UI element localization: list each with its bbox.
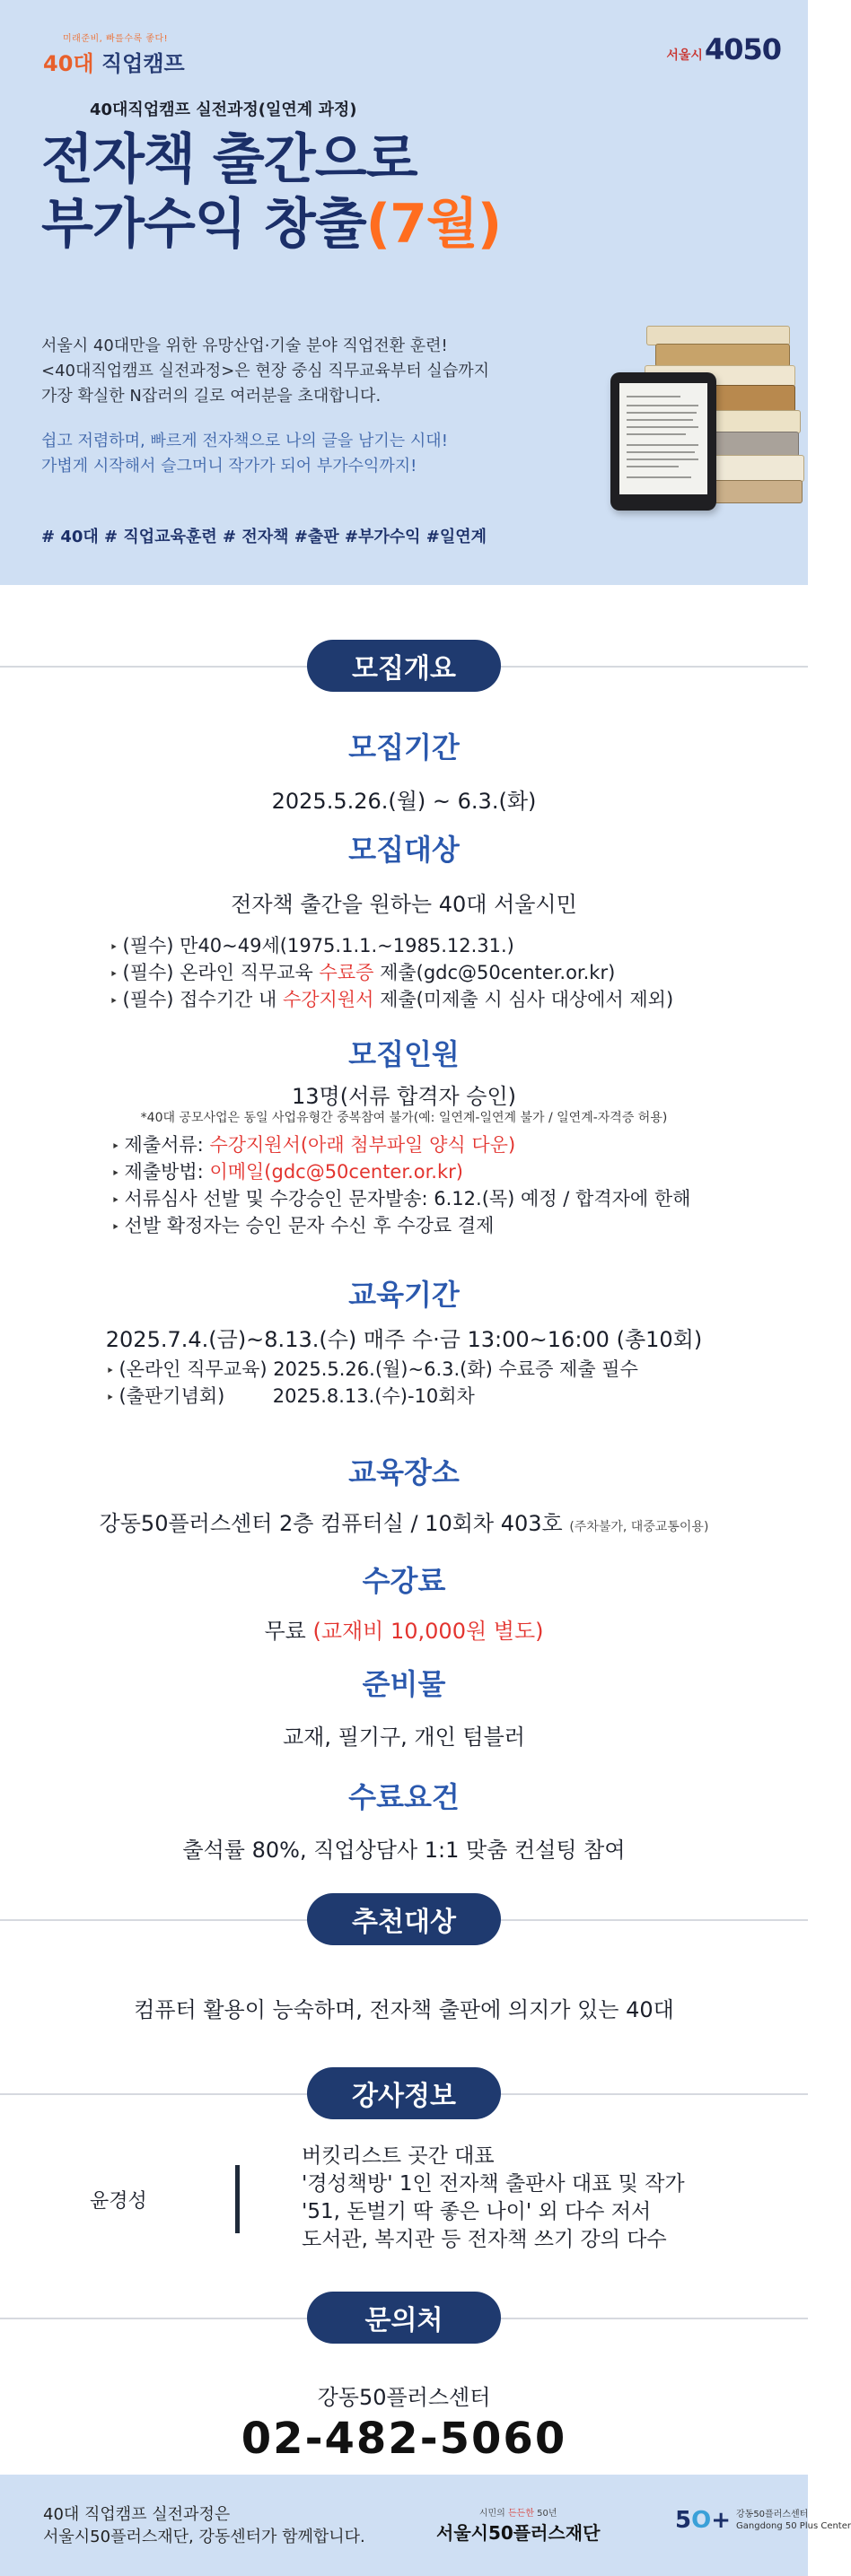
list-item: ‣ 제출서류: 수강지원서(아래 첨부파일 양식 다운) bbox=[111, 1132, 690, 1159]
hero-hashtags: # 40대 # 직업교육훈련 # 전자책 #출판 #부가수익 #일연계 bbox=[41, 528, 487, 546]
recruit-target-value: 전자책 출간을 원하는 40대 서울시민 bbox=[231, 892, 577, 917]
list-item: ‣ (필수) 만40~49세(1975.1.1.~1985.12.31.) bbox=[110, 933, 673, 960]
seoul-4050-logo: 서울시4050 bbox=[666, 32, 781, 66]
venue-value: 강동50플러스센터 2층 컴퓨터실 / 10회차 403호 (주차불가, 대중교통이용) bbox=[99, 1511, 709, 1536]
brand-logo bbox=[43, 31, 185, 77]
heading-venue: 교육장소 bbox=[348, 1455, 460, 1489]
contact-organization: 강동50플러스센터 bbox=[317, 2385, 491, 2410]
hero-kicker: 40대직업캠프 실전과정(일연계 과정) bbox=[90, 100, 357, 119]
list-item: ‣ 선발 확정자는 승인 문자 수신 후 수강료 결제 bbox=[111, 1213, 690, 1240]
heading-recruit-target: 모집대상 bbox=[348, 833, 460, 867]
section-pill-recruit-overview: 모집개요 bbox=[307, 640, 501, 692]
heading-recruit-period: 모집기간 bbox=[348, 730, 460, 764]
recruit-target-requirements bbox=[110, 933, 673, 1014]
list-item: ‣ 제출방법: 이메일(gdc@50center.or.kr) bbox=[111, 1159, 690, 1186]
recommended-value: 컴퓨터 활용이 능숙하며, 전자책 출판에 의지가 있는 40대 bbox=[134, 1997, 674, 2022]
hero-title: 전자책 출간으로 부가수익 창출(7월) bbox=[41, 128, 502, 256]
fee-value: 무료 (교재비 10,000원 별도) bbox=[264, 1619, 544, 1644]
list-item: ‣ (온라인 직무교육) 2025.5.26.(월)~6.3.(화) 수료증 제출 필수 bbox=[106, 1357, 638, 1384]
list-item: ‣ (출판기념회) 2025.8.13.(수)-10회차 bbox=[106, 1384, 638, 1410]
hero-description: 서울시 40대만을 위한 유망산업·기술 분야 직업전환 훈련! <40대직업캠프 실전과정>은 현장 중심 직무교육부터 실습까지 가장 확실한 N잡러의 길로 여러분을 초대합니다. 쉽고 저렴하며, 빠르게 전자책으로 나의 글을 남기는 시대! 가볍게 시작해서 슬그머니 작가가 되어 부가수익까지! bbox=[41, 336, 489, 476]
books-ereader-illustration bbox=[592, 310, 808, 516]
brand-name: 40대 직업캠프 bbox=[43, 51, 185, 76]
section-pill-contact: 문의처 bbox=[307, 2292, 501, 2344]
heading-headcount: 모집인원 bbox=[348, 1037, 460, 1071]
footer-text: 40대 직업캠프 실전과정은 서울시50플러스재단, 강동센터가 함께합니다. bbox=[43, 2505, 365, 2546]
seoul50plus-foundation-logo: 시민의 든든한 50년 서울시50플러스재단 bbox=[436, 2509, 601, 2544]
supplies-value: 교재, 필기구, 개인 텀블러 bbox=[283, 1725, 525, 1750]
brand-tagline: 미래준비, 빠를수록 좋다! bbox=[63, 34, 169, 44]
heading-schedule: 교육기간 bbox=[348, 1278, 460, 1312]
instructor-profile: 버킷리스트 곳간 대표 '경성책방' 1인 전자책 출판사 대표 및 작가 '51, 돈벌기 딱 좋은 나이' 외 다수 저서 도서관, 복지관 등 전자책 쓰기 강의 다수 bbox=[302, 2144, 685, 2251]
list-item: ‣ (필수) 접수기간 내 수강지원서 제출(미제출 시 심사 대상에서 제외) bbox=[110, 987, 673, 1014]
completion-value: 출석률 80%, 직업상담사 1:1 맞춤 컨설팅 참여 bbox=[182, 1838, 626, 1863]
recruit-period-value: 2025.5.26.(월) ~ 6.3.(화) bbox=[271, 789, 537, 814]
heading-completion: 수료요건 bbox=[348, 1780, 460, 1814]
instructor-name: 윤경성 bbox=[90, 2190, 147, 2213]
ereader-icon bbox=[610, 372, 716, 511]
headcount-details bbox=[111, 1132, 690, 1240]
footer bbox=[0, 2475, 851, 2576]
list-item: ‣ (필수) 온라인 직무교육 수료증 제출(gdc@50center.or.kr) bbox=[110, 960, 673, 987]
list-item: ‣ 서류심사 선발 및 수강승인 문자발송: 6.12.(목) 예정 / 합격자에 한해 bbox=[111, 1186, 690, 1213]
instructor-divider bbox=[235, 2165, 240, 2233]
section-pill-instructor: 강사정보 bbox=[307, 2067, 501, 2119]
contact-phone-number[interactable]: 02-482-5060 bbox=[241, 2414, 567, 2464]
heading-supplies: 준비물 bbox=[362, 1667, 446, 1701]
schedule-details bbox=[106, 1357, 638, 1410]
heading-fee: 수강료 bbox=[362, 1564, 446, 1598]
section-pill-recommended: 추천대상 bbox=[307, 1893, 501, 1945]
headcount-value: 13명(서류 합격자 승인) bbox=[292, 1084, 516, 1109]
gangdong-50plus-center-logo: 5O+ 강동50플러스센터 Gangdong 50 Plus Center bbox=[675, 2507, 851, 2534]
hero-banner bbox=[0, 0, 808, 585]
headcount-note: *40대 공모사업은 동일 사업유형간 중복참여 불가(예: 일연계-일연계 불가 / 일연계-자격증 허용) bbox=[140, 1111, 668, 1125]
schedule-value: 2025.7.4.(금)~8.13.(수) 매주 수·금 13:00~16:00 (총10회) bbox=[105, 1327, 703, 1352]
